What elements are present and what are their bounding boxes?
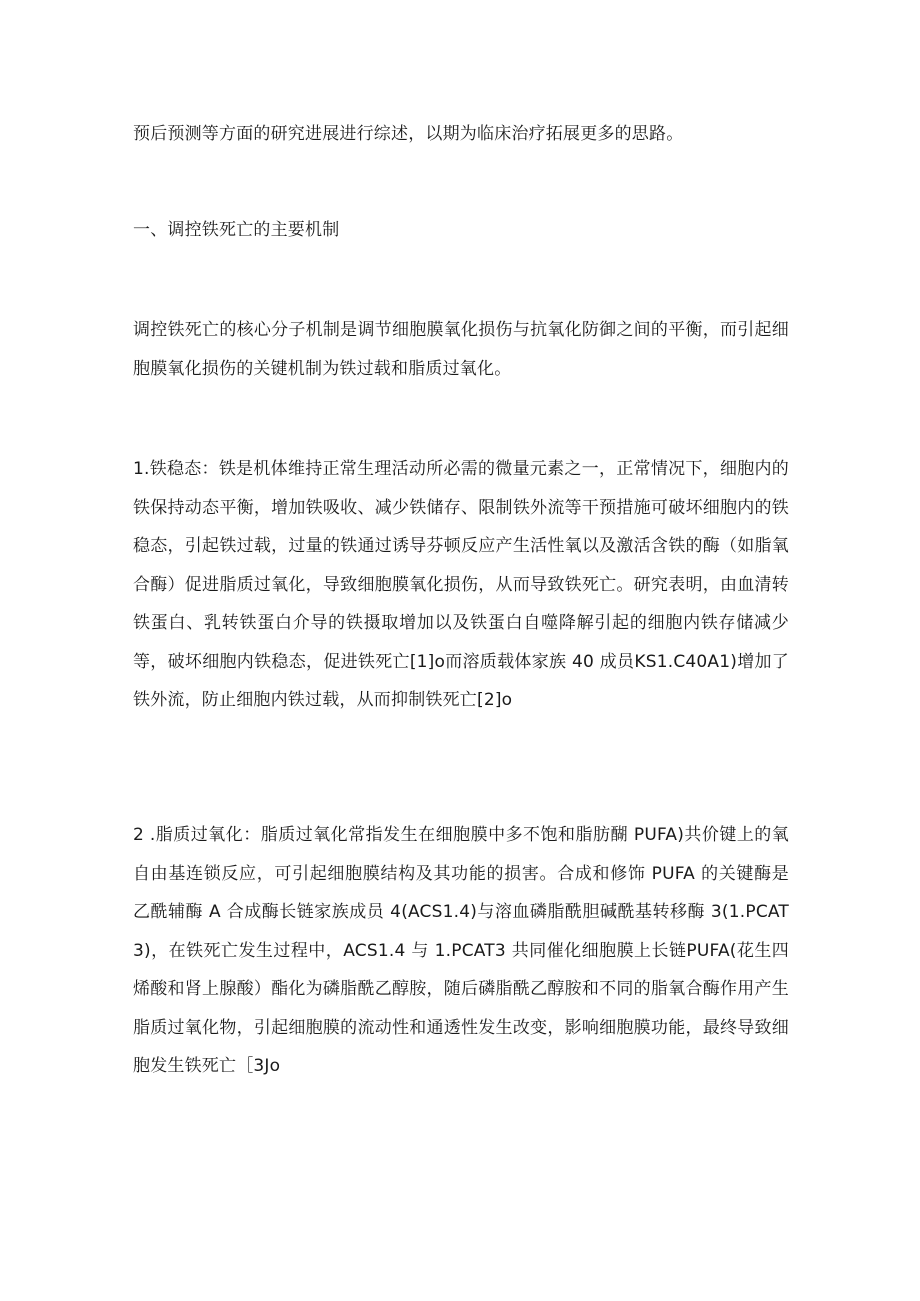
section-heading: 一、调控铁死亡的主要机制: [133, 220, 340, 240]
iron-homeostasis-paragraph: 1.铁稳态：铁是机体维持正常生理活动所必需的微量元素之一，正常情况下，细胞内的铁保持动态平衡，增加铁吸收、减少铁储存、限制铁外流等干预措施可破坏细胞内的铁稳态，引起铁过载，过量的铁通过诱导芬顿反应产生活性氧以及激活含铁的酶（如脂氧合酶）促进脂质过氧化，导致细胞膜氧化损伤，从而导致铁死亡。研究表明，由血清转铁蛋白、乳转铁蛋白介导的铁摄取增加以及铁蛋白自噬降解引起的细胞内铁存储减少等，破坏细胞内铁稳态，促进铁死亡[1]o而溶质载体家族 40 成员KS1.C40A1)增加了铁外流，防止细胞内铁过载，从而抑制铁死亡[2]o: [133, 459, 789, 710]
lipid-peroxidation-paragraph: 2 .脂质过氧化：脂质过氧化常指发生在细胞膜中多不饱和脂肪醐 PUFA)共价键上的氧自由基连锁反应，可引起细胞膜结构及其功能的损害。合成和修饰 PUFA 的关键酶是乙酰辅酶 A 合成酶长链家族成员 4(ACS1.4)与溶血磷脂酰胆碱酰基转移酶 3(1.PCAT3)，在铁死亡发生过程中，ACS1.4 与 1.PCAT3 共同催化细胞膜上长链PUFA(花生四烯酸和肾上腺酸）酯化为磷脂酰乙醇胺，随后磷脂酰乙醇胺和不同的脂氧合酶作用产生脂质过氧化物，引起细胞膜的流动性和通透性发生改变，影响细胞膜功能，最终导致细胞发生铁死亡［3Jo: [133, 825, 789, 1076]
intro-paragraph: 预后预测等方面的研究进展进行综述，以期为临床治疗拓展更多的思路。: [133, 124, 684, 144]
core-mechanism-paragraph: 调控铁死亡的核心分子机制是调节细胞膜氧化损伤与抗氧化防御之间的平衡，而引起细胞膜氧化损伤的关键机制为铁过载和脂质过氧化。: [133, 320, 789, 379]
